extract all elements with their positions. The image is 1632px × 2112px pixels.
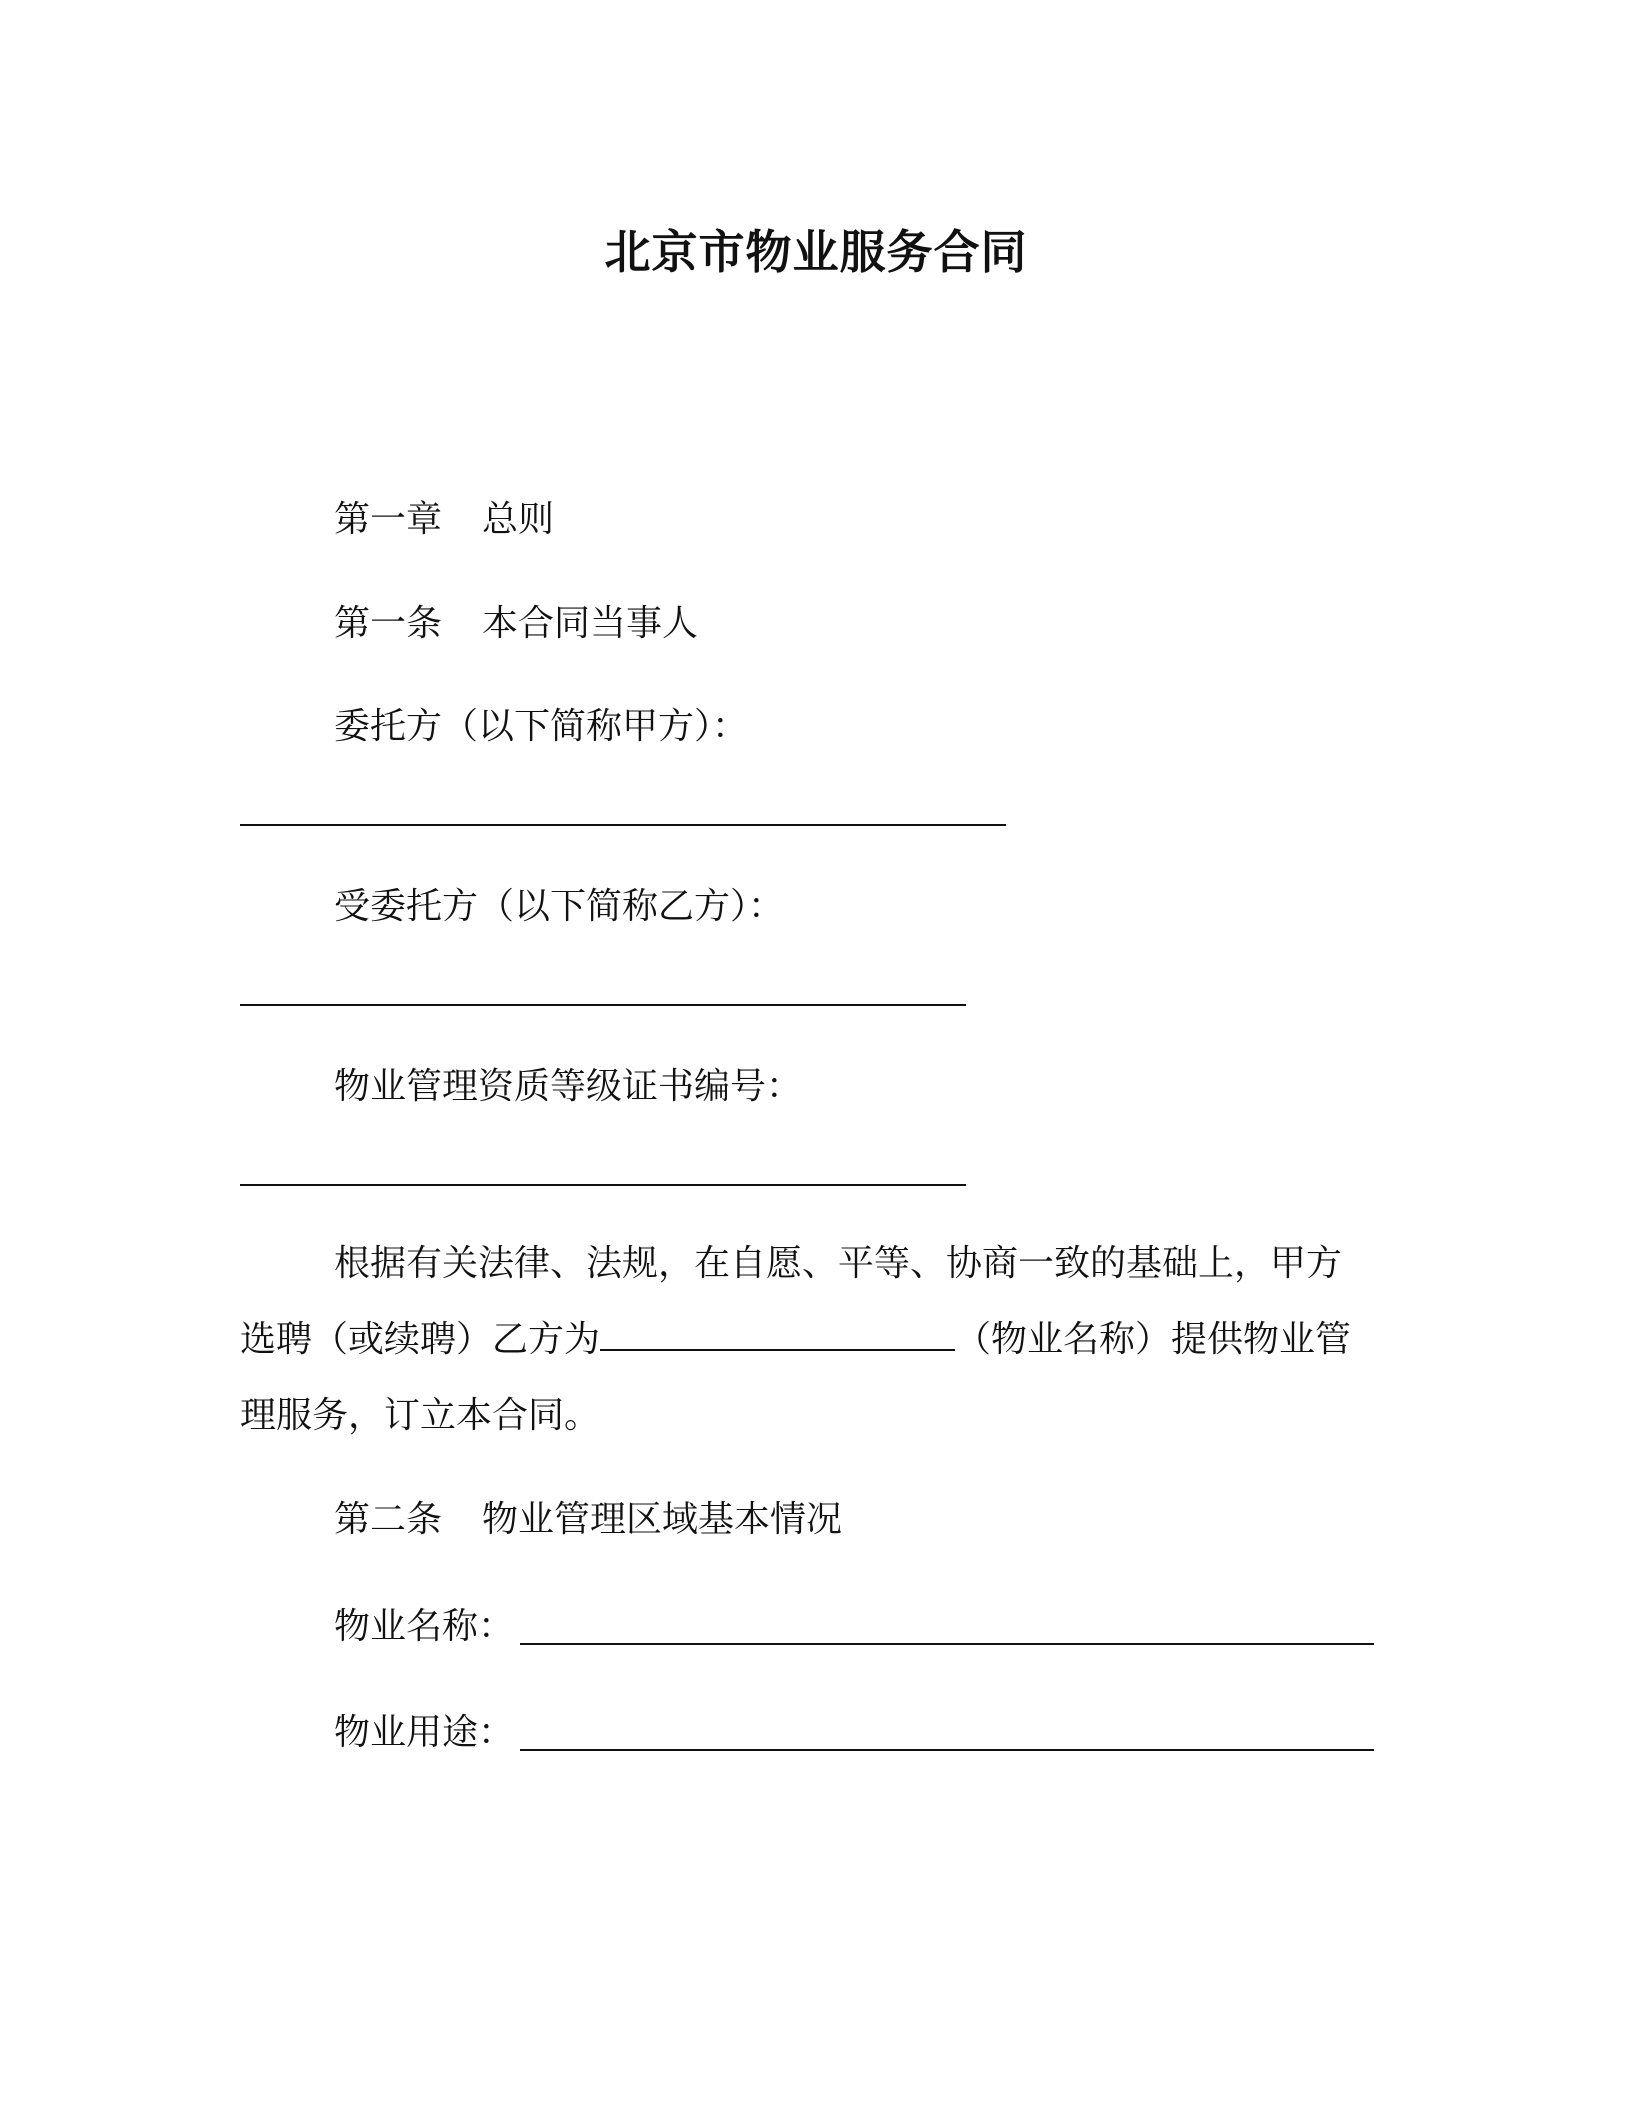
chapter-name: 总则 [482, 499, 555, 540]
property-name-inline-blank [600, 1319, 955, 1351]
property-name-label: 物业名称： [334, 1606, 515, 1647]
preamble-text-2: （物业名称）提供物业管理服务，订立本合同。 [240, 1319, 1352, 1436]
article-1-number: 第一条 [334, 603, 443, 644]
article-2-number: 第二条 [334, 1499, 443, 1540]
party-b-label: 受委托方（以下简称乙方）： [334, 886, 785, 927]
preamble-text-1: 根据有关法律、法规，在自愿、平等、协商一致的基础上，甲方选聘（或续聘）乙方为 [240, 1243, 1343, 1360]
party-b-blank [240, 1004, 966, 1006]
chapter-number: 第一章 [334, 499, 443, 540]
property-name-field [334, 1603, 514, 1651]
property-use-label: 物业用途： [334, 1712, 515, 1753]
cert-number-label: 物业管理资质等级证书编号： [334, 1066, 803, 1107]
chapter-heading [334, 496, 554, 544]
property-use-field [334, 1709, 514, 1757]
cert-number-blank [240, 1184, 966, 1186]
property-name-blank [520, 1643, 1374, 1645]
party-a-blank [240, 824, 1006, 826]
article-1-heading [334, 600, 698, 648]
article-2-heading [334, 1496, 842, 1544]
article-1-name: 本合同当事人 [482, 603, 699, 644]
party-a-label: 委托方（以下简称甲方）： [334, 706, 749, 747]
document-title: 北京市物业服务合同 [604, 225, 1028, 279]
preamble-paragraph [240, 1226, 1374, 1454]
property-use-blank [520, 1749, 1374, 1751]
article-2-name: 物业管理区域基本情况 [482, 1499, 843, 1540]
